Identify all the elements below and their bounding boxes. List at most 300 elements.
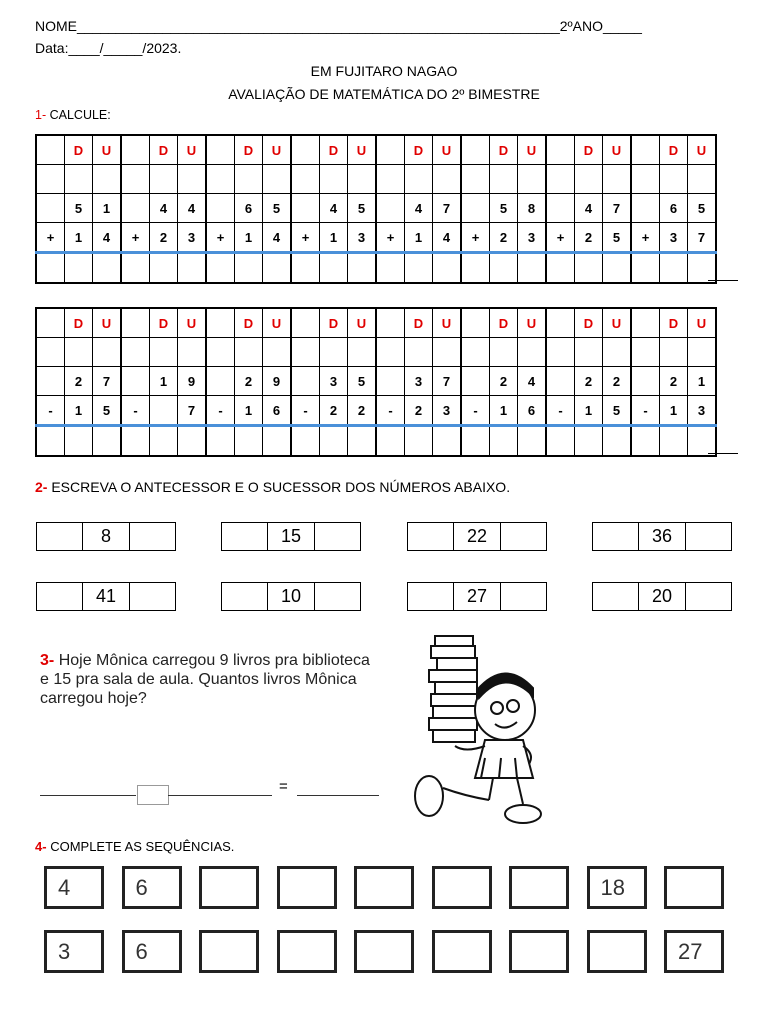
q3-line3: carregou hoje?	[40, 690, 147, 707]
sequence-box[interactable]	[277, 930, 337, 973]
add-u-cell: 3	[178, 223, 207, 253]
number-box	[407, 582, 547, 611]
sub-op-cell[interactable]	[631, 308, 660, 338]
sub-d-cell: 2	[660, 367, 688, 396]
sub-op-cell[interactable]	[546, 308, 575, 338]
add-op-cell: +	[631, 223, 660, 253]
number-cell: 20	[639, 583, 685, 610]
sub-d-cell: 1	[235, 396, 263, 426]
sub-op-cell[interactable]	[291, 426, 320, 457]
q3-answer-line-2[interactable]	[168, 795, 272, 796]
sub-d-cell[interactable]	[65, 338, 93, 367]
sub-u-cell[interactable]	[178, 426, 207, 457]
sub-u-cell[interactable]	[348, 338, 377, 367]
sub-d-cell[interactable]	[405, 426, 433, 457]
sub-d-cell[interactable]	[320, 338, 348, 367]
predecessor-cell[interactable]	[593, 583, 639, 610]
successor-cell[interactable]	[501, 523, 546, 550]
sub-op-cell[interactable]	[206, 367, 235, 396]
q3-equals: =	[279, 778, 288, 795]
add-op-cell: +	[291, 223, 320, 253]
add-d-cell[interactable]	[405, 253, 433, 284]
add-d-cell[interactable]	[405, 165, 433, 194]
add-u-cell[interactable]	[688, 253, 717, 284]
sub-d-cell[interactable]	[150, 426, 178, 457]
add-u-cell[interactable]	[518, 165, 547, 194]
add-u-cell: 1	[93, 194, 122, 223]
sub-u-cell: 3	[688, 396, 717, 426]
sub-d-cell[interactable]	[490, 426, 518, 457]
sub-u-cell: 1	[688, 367, 717, 396]
sub-op-cell[interactable]	[291, 367, 320, 396]
add-d-cell: D	[150, 135, 178, 165]
sub-d-cell[interactable]	[405, 338, 433, 367]
sub-row-top	[36, 367, 716, 396]
sub-u-cell[interactable]	[263, 426, 292, 457]
sub-op-cell[interactable]	[376, 367, 405, 396]
add-d-cell[interactable]	[65, 253, 93, 284]
number-cell: 27	[454, 583, 500, 610]
q4-label	[35, 839, 234, 854]
successor-cell[interactable]	[501, 583, 546, 610]
add-d-cell[interactable]	[575, 165, 603, 194]
sub-u-cell[interactable]	[433, 426, 462, 457]
sub-op-cell: -	[291, 396, 320, 426]
add-d-cell: D	[490, 135, 518, 165]
sub-u-cell[interactable]	[433, 338, 462, 367]
sub-op-cell[interactable]	[291, 338, 320, 367]
sub-d-cell[interactable]	[150, 338, 178, 367]
sub-u-cell: 6	[263, 396, 292, 426]
sub-row-head	[36, 308, 716, 338]
sub-u-cell: 7	[93, 367, 122, 396]
add-op-cell[interactable]	[461, 194, 490, 223]
sub-op-cell[interactable]	[461, 338, 490, 367]
sub-row-answer	[36, 426, 716, 457]
sub-row-bottom	[36, 396, 716, 426]
sub-op-cell[interactable]	[206, 308, 235, 338]
sub-op-cell[interactable]	[631, 367, 660, 396]
add-d-cell: 5	[490, 194, 518, 223]
successor-cell[interactable]	[130, 583, 175, 610]
sub-d-cell: 3	[405, 367, 433, 396]
add-d-cell: 4	[405, 194, 433, 223]
add-row-bottom	[36, 223, 716, 253]
sequence-box[interactable]	[199, 866, 259, 909]
add-row-blank	[36, 165, 716, 194]
predecessor-cell[interactable]	[37, 523, 83, 550]
number-cell: 15	[268, 523, 314, 550]
add-d-cell[interactable]	[490, 165, 518, 194]
sub-u-cell[interactable]	[178, 338, 207, 367]
sub-d-cell: 2	[320, 396, 348, 426]
add-op-cell: +	[461, 223, 490, 253]
q2-text: ESCREVA O ANTECESSOR E O SUCESSOR DOS NÚMEROS ABAIXO.	[51, 479, 511, 495]
number-cell: 10	[268, 583, 314, 610]
sub-u-cell[interactable]	[688, 426, 717, 457]
q4-text: COMPLETE AS SEQUÊNCIAS.	[50, 839, 235, 854]
add-op-cell[interactable]	[546, 253, 575, 284]
sub-op-cell[interactable]	[36, 367, 65, 396]
predecessor-cell[interactable]	[408, 523, 454, 550]
add-d-cell: 2	[575, 223, 603, 253]
sub-d-cell[interactable]	[490, 338, 518, 367]
add-u-cell: 3	[348, 223, 377, 253]
predecessor-cell[interactable]	[222, 523, 268, 550]
add-d-cell[interactable]	[235, 253, 263, 284]
number-box	[592, 582, 732, 611]
sub-u-cell: U	[688, 308, 717, 338]
school-name: EM FUJITARO NAGAO	[310, 63, 458, 79]
add-op-cell[interactable]	[206, 135, 235, 165]
add-u-cell: 4	[178, 194, 207, 223]
add-u-cell: 5	[263, 194, 292, 223]
predecessor-cell[interactable]	[37, 583, 83, 610]
sub-d-cell: D	[235, 308, 263, 338]
sub-u-cell[interactable]	[263, 338, 292, 367]
add-op-cell: +	[546, 223, 575, 253]
add-row-head	[36, 135, 716, 165]
add-op-cell[interactable]	[291, 135, 320, 165]
subtraction-table	[35, 307, 717, 457]
sub-op-cell[interactable]	[631, 426, 660, 457]
add-d-cell[interactable]	[660, 253, 688, 284]
sub-d-cell[interactable]	[320, 426, 348, 457]
add-d-cell: 1	[235, 223, 263, 253]
add-op-cell[interactable]	[291, 165, 320, 194]
add-d-cell: 2	[490, 223, 518, 253]
add-op-cell: +	[36, 223, 65, 253]
addition-tail-line	[708, 280, 738, 281]
sub-d-cell[interactable]	[65, 426, 93, 457]
sub-d-cell: D	[575, 308, 603, 338]
add-op-cell[interactable]	[546, 165, 575, 194]
sequence-box[interactable]	[199, 930, 259, 973]
sub-d-cell[interactable]	[575, 338, 603, 367]
add-u-cell: U	[178, 135, 207, 165]
sequence-box[interactable]	[277, 866, 337, 909]
add-op-cell[interactable]	[461, 165, 490, 194]
add-op-cell[interactable]	[631, 194, 660, 223]
add-op-cell[interactable]	[376, 135, 405, 165]
sub-u-cell: 5	[348, 367, 377, 396]
sub-d-cell: D	[660, 308, 688, 338]
sub-op-cell: -	[376, 396, 405, 426]
add-u-cell: 4	[263, 223, 292, 253]
sub-u-cell: 3	[433, 396, 462, 426]
sub-u-cell[interactable]	[603, 338, 632, 367]
sub-d-cell: D	[150, 308, 178, 338]
sub-d-cell[interactable]	[660, 338, 688, 367]
add-op-cell[interactable]	[631, 135, 660, 165]
sub-u-cell: 7	[178, 396, 207, 426]
add-op-cell[interactable]	[461, 135, 490, 165]
sub-d-cell[interactable]	[235, 426, 263, 457]
add-op-cell[interactable]	[376, 165, 405, 194]
date-line: Data:____/_____/2023.	[35, 40, 182, 56]
add-u-cell: U	[688, 135, 717, 165]
sub-u-cell: 9	[178, 367, 207, 396]
sub-u-cell: U	[263, 308, 292, 338]
sub-op-cell: -	[631, 396, 660, 426]
sub-u-cell[interactable]	[93, 338, 122, 367]
sub-u-cell[interactable]	[93, 426, 122, 457]
q2-number: 2-	[35, 479, 48, 495]
sequence-box[interactable]	[664, 866, 724, 909]
add-d-cell[interactable]	[490, 253, 518, 284]
add-op-cell[interactable]	[631, 253, 660, 284]
sub-u-cell: 5	[93, 396, 122, 426]
sequence-box: 4	[44, 866, 104, 909]
predecessor-cell[interactable]	[408, 583, 454, 610]
add-u-cell: 5	[348, 194, 377, 223]
add-op-cell[interactable]	[631, 165, 660, 194]
q3-line2: e 15 pra sala de aula. Quantos livros Mônica	[40, 671, 357, 688]
add-d-cell: 4	[575, 194, 603, 223]
add-op-cell[interactable]	[461, 253, 490, 284]
q4-number: 4-	[35, 839, 47, 854]
number-cell: 22	[454, 523, 500, 550]
successor-cell[interactable]	[130, 523, 175, 550]
add-u-cell[interactable]	[93, 253, 122, 284]
add-u-cell[interactable]	[263, 253, 292, 284]
add-d-cell[interactable]	[320, 253, 348, 284]
add-d-cell[interactable]	[320, 165, 348, 194]
sub-op-cell[interactable]	[546, 367, 575, 396]
sub-row-blank	[36, 338, 716, 367]
add-d-cell: 1	[405, 223, 433, 253]
sub-op-cell[interactable]	[461, 367, 490, 396]
add-op-cell[interactable]	[36, 135, 65, 165]
add-op-cell[interactable]	[36, 253, 65, 284]
add-op-cell[interactable]	[546, 135, 575, 165]
add-d-cell: D	[320, 135, 348, 165]
add-op-cell[interactable]	[121, 194, 150, 223]
sub-d-cell: 2	[405, 396, 433, 426]
q3-operator-box[interactable]	[137, 785, 169, 805]
sub-u-cell: 6	[518, 396, 547, 426]
predecessor-cell[interactable]	[222, 583, 268, 610]
add-d-cell: 6	[235, 194, 263, 223]
sub-op-cell: -	[36, 396, 65, 426]
sub-u-cell[interactable]	[603, 426, 632, 457]
add-u-cell[interactable]	[433, 253, 462, 284]
sub-op-cell[interactable]	[36, 338, 65, 367]
sub-op-cell[interactable]	[631, 338, 660, 367]
add-u-cell[interactable]	[518, 253, 547, 284]
sub-op-cell[interactable]	[121, 367, 150, 396]
add-op-cell[interactable]	[121, 165, 150, 194]
sub-op-cell[interactable]	[121, 338, 150, 367]
sub-op-cell[interactable]	[376, 308, 405, 338]
successor-cell[interactable]	[686, 583, 731, 610]
number-cell: 36	[639, 523, 685, 550]
add-op-cell: +	[376, 223, 405, 253]
add-u-cell[interactable]	[348, 253, 377, 284]
q1-text: CALCULE:	[49, 108, 111, 122]
add-op-cell[interactable]	[546, 194, 575, 223]
add-u-cell: U	[433, 135, 462, 165]
number-cell: 8	[83, 523, 129, 550]
add-op-cell[interactable]	[36, 165, 65, 194]
sub-u-cell: 5	[603, 396, 632, 426]
add-u-cell[interactable]	[178, 253, 207, 284]
add-u-cell: 7	[603, 194, 632, 223]
sub-d-cell[interactable]	[660, 426, 688, 457]
add-d-cell: 5	[65, 194, 93, 223]
q3-answer-line-1[interactable]	[40, 795, 136, 796]
q3-line1: Hoje Mônica carregou 9 livros pra biblioteca	[58, 652, 370, 669]
add-d-cell: 1	[320, 223, 348, 253]
number-box	[407, 522, 547, 551]
sub-u-cell: U	[518, 308, 547, 338]
number-box	[36, 522, 176, 551]
add-d-cell[interactable]	[65, 165, 93, 194]
sub-d-cell[interactable]	[150, 396, 178, 426]
q2-label	[35, 479, 510, 495]
sequence-box[interactable]	[587, 930, 647, 973]
add-d-cell[interactable]	[660, 165, 688, 194]
add-u-cell[interactable]	[93, 165, 122, 194]
sub-u-cell: 7	[433, 367, 462, 396]
sequence-box: 18	[587, 866, 647, 909]
sub-op-cell[interactable]	[461, 426, 490, 457]
subtraction-tail-line	[708, 453, 738, 454]
add-op-cell[interactable]	[376, 253, 405, 284]
sub-d-cell[interactable]	[235, 338, 263, 367]
add-op-cell[interactable]	[206, 194, 235, 223]
sub-op-cell[interactable]	[376, 338, 405, 367]
sub-op-cell[interactable]	[376, 426, 405, 457]
sub-d-cell: 1	[65, 396, 93, 426]
number-box	[36, 582, 176, 611]
sub-u-cell: 4	[518, 367, 547, 396]
sub-op-cell[interactable]	[546, 426, 575, 457]
sub-op-cell[interactable]	[461, 308, 490, 338]
add-u-cell[interactable]	[263, 165, 292, 194]
sub-op-cell[interactable]	[291, 308, 320, 338]
sequence-box: 6	[122, 866, 182, 909]
sequence-box[interactable]	[432, 866, 492, 909]
successor-cell[interactable]	[686, 523, 731, 550]
add-op-cell[interactable]	[121, 135, 150, 165]
add-op-cell[interactable]	[291, 194, 320, 223]
sub-u-cell[interactable]	[518, 338, 547, 367]
sub-op-cell[interactable]	[121, 426, 150, 457]
sub-d-cell: 2	[65, 367, 93, 396]
add-u-cell: U	[263, 135, 292, 165]
successor-cell[interactable]	[315, 523, 360, 550]
add-u-cell[interactable]	[603, 253, 632, 284]
number-cell: 41	[83, 583, 129, 610]
add-d-cell[interactable]	[575, 253, 603, 284]
sub-op-cell[interactable]	[121, 308, 150, 338]
sub-u-cell: 2	[603, 367, 632, 396]
sub-u-cell: U	[433, 308, 462, 338]
add-u-cell[interactable]	[348, 165, 377, 194]
add-u-cell: 7	[433, 194, 462, 223]
sequence-box[interactable]	[432, 930, 492, 973]
add-u-cell[interactable]	[178, 165, 207, 194]
add-u-cell: U	[603, 135, 632, 165]
name-line: NOME______________________________________________________________2ºANO_____	[35, 18, 642, 34]
monica-illustration	[405, 628, 555, 828]
add-u-cell[interactable]	[688, 165, 717, 194]
sub-op-cell[interactable]	[206, 338, 235, 367]
add-op-cell[interactable]	[206, 165, 235, 194]
add-op-cell[interactable]	[36, 194, 65, 223]
sub-op-cell: -	[546, 396, 575, 426]
sequence-box: 27	[664, 930, 724, 973]
q3-result-line[interactable]	[297, 795, 379, 796]
addition-table	[35, 134, 717, 284]
add-op-cell: +	[121, 223, 150, 253]
sequence-box[interactable]	[509, 866, 569, 909]
add-d-cell: 4	[150, 194, 178, 223]
sub-d-cell: 3	[320, 367, 348, 396]
add-d-cell: 2	[150, 223, 178, 253]
add-op-cell[interactable]	[376, 194, 405, 223]
add-d-cell[interactable]	[150, 165, 178, 194]
add-d-cell[interactable]	[150, 253, 178, 284]
add-d-cell: 1	[65, 223, 93, 253]
add-u-cell: 4	[433, 223, 462, 253]
sub-u-cell: U	[178, 308, 207, 338]
sequence-box[interactable]	[354, 930, 414, 973]
add-d-cell: 4	[320, 194, 348, 223]
add-u-cell[interactable]	[603, 165, 632, 194]
q3-problem	[40, 651, 370, 708]
sub-op-cell[interactable]	[206, 426, 235, 457]
sub-d-cell: 1	[150, 367, 178, 396]
sub-d-cell: D	[320, 308, 348, 338]
sub-u-cell: 9	[263, 367, 292, 396]
sub-op-cell[interactable]	[546, 338, 575, 367]
sub-op-cell[interactable]	[36, 426, 65, 457]
add-u-cell: 4	[93, 223, 122, 253]
add-u-cell[interactable]	[433, 165, 462, 194]
add-op-cell[interactable]	[291, 253, 320, 284]
successor-cell[interactable]	[315, 583, 360, 610]
add-d-cell[interactable]	[235, 165, 263, 194]
sub-d-cell: D	[405, 308, 433, 338]
sub-d-cell: 1	[490, 396, 518, 426]
add-u-cell: 5	[603, 223, 632, 253]
sub-op-cell[interactable]	[36, 308, 65, 338]
add-d-cell: D	[575, 135, 603, 165]
sub-u-cell[interactable]	[688, 338, 717, 367]
add-d-cell: 6	[660, 194, 688, 223]
q3-number: 3-	[40, 652, 55, 669]
sub-op-cell: -	[461, 396, 490, 426]
sub-u-cell[interactable]	[348, 426, 377, 457]
sub-d-cell: 2	[490, 367, 518, 396]
sub-u-cell: U	[348, 308, 377, 338]
sub-d-cell: 1	[575, 396, 603, 426]
sub-d-cell: D	[490, 308, 518, 338]
add-op-cell[interactable]	[206, 253, 235, 284]
sequence-box[interactable]	[354, 866, 414, 909]
sub-d-cell: 1	[660, 396, 688, 426]
sub-d-cell[interactable]	[575, 426, 603, 457]
sequence-box[interactable]	[509, 930, 569, 973]
add-d-cell: D	[235, 135, 263, 165]
predecessor-cell[interactable]	[593, 523, 639, 550]
number-box	[221, 522, 361, 551]
add-op-cell[interactable]	[121, 253, 150, 284]
sub-u-cell[interactable]	[518, 426, 547, 457]
number-box	[592, 522, 732, 551]
